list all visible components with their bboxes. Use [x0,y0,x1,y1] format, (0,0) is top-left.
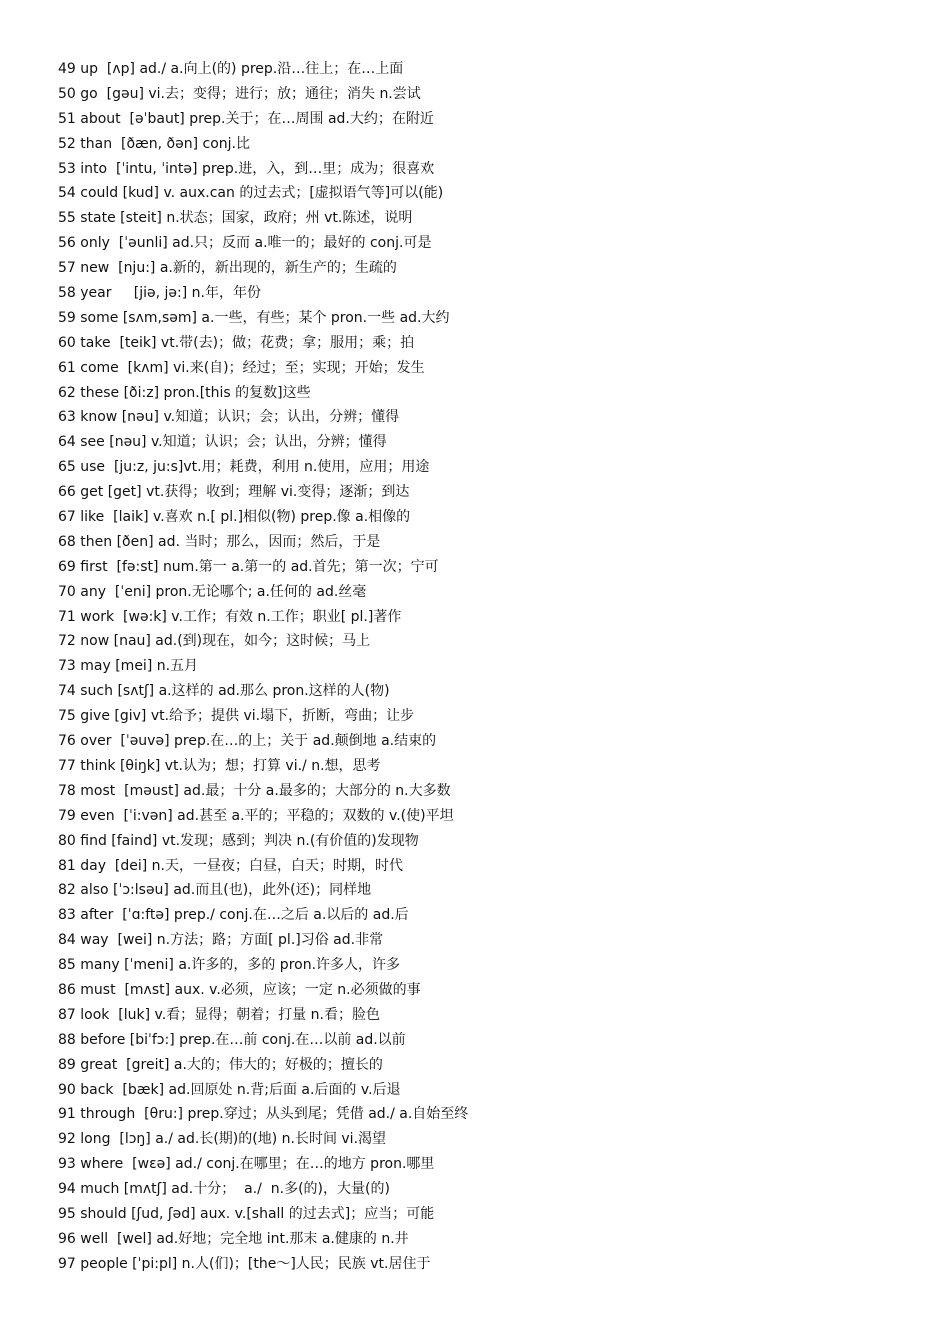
vocab-entry: 73 may [mei] n.五月 [58,658,199,675]
vocab-entry: 62 these [ði:z] pron.[this 的复数]这些 [58,384,311,401]
vocab-entry: 97 people [ˈpi:pl] n.人(们)；[the～]人民；民族 vt.居住于 [58,1255,431,1272]
vocab-entry: 71 work [wə:k] v.工作；有效 n.工作；职业[ pl.]著作 [58,608,402,625]
vocab-entry: 96 well [wel] ad.好地；完全地 int.那末 a.健康的 n.井 [58,1230,409,1247]
vocab-entry: 87 look [luk] v.看；显得；朝着；打量 n.看；脸色 [58,1006,380,1023]
vocab-entry: 89 great [greit] a.大的；伟大的；好极的；擅长的 [58,1056,383,1073]
vocab-entry: 81 day [dei] n.天，一昼夜；白昼，白天；时期，时代 [58,857,404,874]
vocab-entry: 61 come [kʌm] vi.来(自)；经过；至；实现；开始；发生 [58,359,425,376]
vocab-entry: 91 through [θru:] prep.穿过；从头到尾；凭借 ad./ a.自始至终 [58,1106,469,1123]
vocab-entry: 54 could [kud] v. aux.can 的过去式；[虚拟语气等]可以(能) [58,185,444,202]
vocab-entry: 63 know [nəu] v.知道；认识；会；认出，分辨；懂得 [58,409,400,426]
vocab-entry: 60 take [teik] vt.带(去)；做；花费；拿；服用；乘；拍 [58,334,415,351]
vocab-entry: 67 like [laik] v.喜欢 n.[ pl.]相似(物) prep.像 a.相像的 [58,509,411,526]
vocab-entry: 85 many [ˈmeni] a.许多的，多的 pron.许多人，许多 [58,957,401,974]
vocab-entry: 86 must [mʌst] aux. v.必须，应该；一定 n.必须做的事 [58,981,421,998]
vocab-entry: 82 also [ˈɔ:lsəu] ad.而且(也)，此外(还)；同样地 [58,882,372,899]
vocab-entry: 59 some [sʌm,səm] a.一些，有些；某个 pron.一些 ad.大约 [58,309,450,326]
vocab-entry: 77 think [θiŋk] vt.认为；想；打算 vi./ n.想，思考 [58,757,381,774]
vocab-entry: 94 much [mʌtʃ] ad.十分； a./ n.多(的)，大量(的) [58,1181,390,1198]
vocab-entry: 70 any [ˈeni] pron.无论哪个; a.任何的 ad.丝毫 [58,583,367,600]
vocab-entry: 55 state [steit] n.状态；国家，政府；州 vt.陈述，说明 [58,210,413,227]
vocab-entry: 75 give [giv] vt.给予；提供 vi.塌下，折断，弯曲；让步 [58,708,415,725]
vocab-entry: 74 such [sʌtʃ] a.这样的 ad.那么 pron.这样的人(物) [58,683,390,700]
vocab-entry: 64 see [nəu] v.知道；认识；会；认出，分辨；懂得 [58,434,387,451]
vocab-entry: 66 get [get] vt.获得；收到；理解 vi.变得；逐渐；到达 [58,484,410,501]
vocab-entry: 76 over [ˈəuvə] prep.在…的上；关于 ad.颠倒地 a.结束的 [58,733,437,750]
vocab-entry: 69 first [fə:st] num.第一 a.第一的 ad.首先；第一次；宁可 [58,558,439,575]
vocab-entry: 52 than [ðæn, ðən] conj.比 [58,135,250,152]
vocab-entry: 83 after [ˈɑ:ftə] prep./ conj.在…之后 a.以后的 ad.后 [58,907,409,924]
vocab-entry: 88 before [biˈfɔ:] prep.在…前 conj.在…以前 ad.以前 [58,1031,406,1048]
vocab-entry: 78 most [məust] ad.最；十分 a.最多的；大部分的 n.大多数 [58,782,451,799]
vocab-entry: 90 back [bæk] ad.回原处 n.背;后面 a.后面的 v.后退 [58,1081,401,1098]
vocab-entry: 49 up [ʌp] ad./ a.向上(的) prep.沿…往上；在…上面 [58,61,404,77]
vocab-entry: 92 long [lɔŋ] a./ ad.长(期)的(地) n.长时间 vi.渴望 [58,1131,387,1148]
vocab-entry: 95 should [ʃud, ʃəd] aux. v.[shall 的过去式]；应当；可能 [58,1205,435,1222]
vocab-entry: 56 only [ˈəunli] ad.只；反而 a.唯一的；最好的 conj.可是 [58,235,432,252]
vocab-entry: 93 where [wεə] ad./ conj.在哪里；在…的地方 pron.哪里 [58,1156,435,1173]
vocab-entry: 51 about [əˈbaut] prep.关于；在…周围 ad.大约；在附近 [58,110,434,127]
vocab-entry: 79 even [ˈi:vən] ad.甚至 a.平的；平稳的；双数的 v.(使)平坦 [58,807,454,824]
vocab-entry: 65 use [ju:z, ju:s]vt.用；耗费，利用 n.使用，应用；用途 [58,459,430,476]
vocab-entry: 50 go [gəu] vi.去；变得；进行；放；通往；消失 n.尝试 [58,85,421,102]
vocabulary-list [58,57,918,1277]
vocab-entry: 84 way [wei] n.方法；路；方面[ pl.]习俗 ad.非常 [58,932,384,949]
vocab-entry: 53 into [ˈintu, ˈintə] prep.进，入，到…里；成为；很喜欢 [58,160,435,177]
vocab-entry: 72 now [nau] ad.(到)现在，如今；这时候；马上 [58,633,371,650]
vocab-entry: 80 find [faind] vt.发现；感到；判决 n.(有价值的)发现物 [58,832,419,849]
vocab-entry: 57 new [nju:] a.新的，新出现的，新生产的；生疏的 [58,260,397,277]
vocab-entry: 58 year [jiə, jə:] n.年，年份 [58,285,261,302]
vocab-entry: 68 then [ðen] ad. 当时；那么，因而；然后，于是 [58,533,381,550]
